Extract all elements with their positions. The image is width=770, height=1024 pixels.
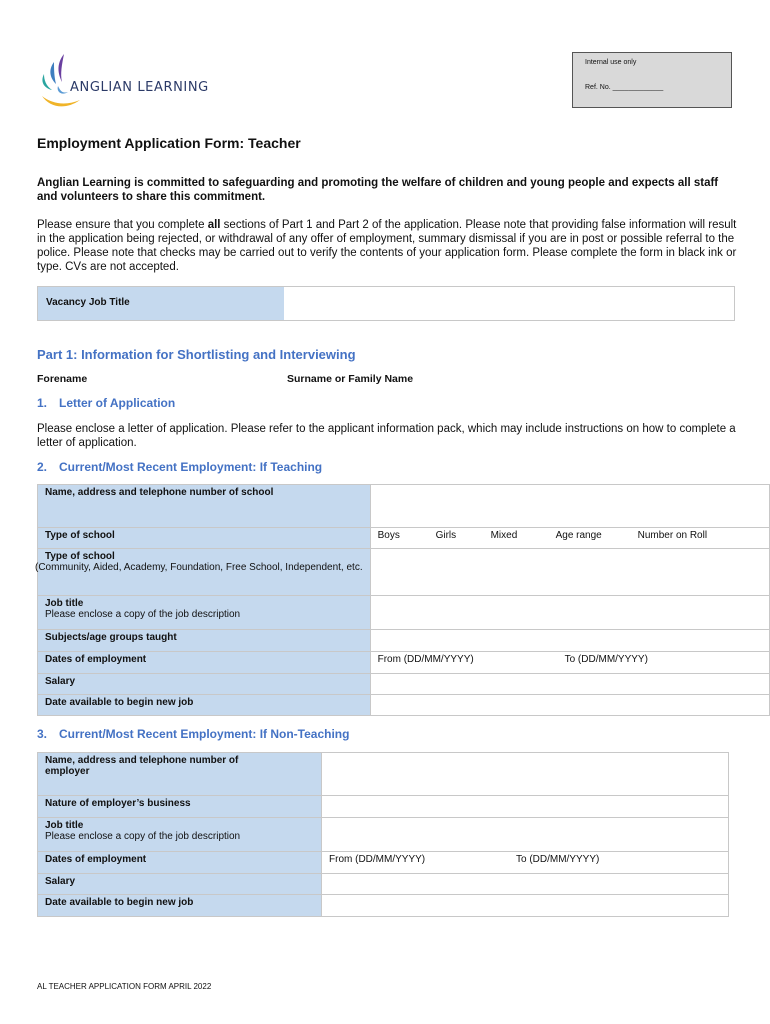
employer-name-address-input[interactable] [322, 753, 729, 796]
date-available-label: Date available to begin new job [38, 695, 371, 716]
type-of-school-detail-label: Type of school (Community, Aided, Academy, Foundation, Free School, Independent, etc. [38, 549, 371, 596]
nt-salary-label: Salary [38, 874, 322, 895]
vacancy-job-title-input[interactable] [284, 287, 734, 320]
page-title: Employment Application Form: Teacher [37, 135, 301, 151]
nt-dates-of-employment-label: Dates of employment [38, 852, 322, 874]
ref-no-field[interactable]: Ref. No. _____________ [585, 84, 664, 91]
table-row [38, 674, 770, 695]
teaching-employment-table [37, 484, 770, 716]
job-title-label: Job title Please enclose a copy of the job description [38, 596, 371, 630]
footer-text: AL TEACHER APPLICATION FORM APRIL 2022 [37, 982, 212, 991]
employer-name-address-label: Name, address and telephone number of employer [38, 753, 322, 796]
school-name-address-input[interactable] [370, 485, 769, 528]
salary-label: Salary [38, 674, 371, 695]
section2-heading: 2. Current/Most Recent Employment: If Teaching [37, 460, 323, 474]
nt-from-date-field[interactable]: From (DD/MM/YYYY) [329, 854, 426, 865]
vacancy-job-title-label: Vacancy Job Title [38, 287, 284, 320]
type-of-school-input[interactable] [370, 549, 769, 596]
vacancy-job-title-row [37, 286, 735, 321]
non-teaching-employment-table [37, 752, 729, 917]
number-on-roll-field[interactable]: Number on Roll [637, 530, 708, 541]
option-boys[interactable]: Boys [377, 530, 400, 541]
intro-paragraph: Please ensure that you complete all sections of Part 1 and Part 2 of the application. Please note that providing false information will result in the application being rejected, or withdrawal of any offer of employment, summary dismissal if you are in post or possible referral to the police. Please note that checks may be carried out to verify the contents of your application form. Please complete the form in black ink or type. CVs are not accepted. [37, 219, 737, 273]
salary-input[interactable] [370, 674, 769, 695]
dates-of-employment-label: Dates of employment [38, 652, 371, 674]
table-row [38, 528, 770, 549]
table-row [38, 652, 770, 674]
forename-label: Forename [37, 373, 88, 385]
from-date-field[interactable]: From (DD/MM/YYYY) [377, 654, 474, 665]
section3-heading: 3. Current/Most Recent Employment: If Non-Teaching [37, 727, 350, 741]
section1-heading: 1. Letter of Application [37, 396, 176, 410]
table-row [38, 852, 729, 874]
nt-salary-input[interactable] [322, 874, 729, 895]
nt-date-available-input[interactable] [322, 895, 729, 917]
part1-heading: Part 1: Information for Shortlisting and Interviewing [37, 347, 356, 362]
table-row [38, 596, 770, 630]
to-date-field[interactable]: To (DD/MM/YYYY) [564, 654, 648, 665]
subjects-input[interactable] [370, 630, 769, 652]
subjects-label: Subjects/age groups taught [38, 630, 371, 652]
age-range-field[interactable]: Age range [555, 530, 602, 541]
nature-of-business-input[interactable] [322, 796, 729, 818]
table-row [38, 753, 729, 796]
table-row [38, 485, 770, 528]
school-name-address-label: Name, address and telephone number of school [38, 485, 371, 528]
table-row [38, 695, 770, 716]
school-type-options [378, 530, 762, 541]
internal-use-box [572, 52, 732, 108]
nt-to-date-field[interactable]: To (DD/MM/YYYY) [516, 854, 600, 865]
date-available-input[interactable] [370, 695, 769, 716]
logo-text: ANGLIAN LEARNING [70, 80, 209, 95]
internal-use-label: Internal use only [585, 59, 637, 66]
nt-job-title-label: Job title Please enclose a copy of the job description [38, 818, 322, 852]
section1-text: Please enclose a letter of application. Please refer to the applicant information pack, which may include instructions on how to complete a letter of application. [37, 423, 736, 449]
option-girls[interactable]: Girls [435, 530, 457, 541]
nt-date-available-label: Date available to begin new job [38, 895, 322, 917]
nt-job-title-input[interactable] [322, 818, 729, 852]
table-row [38, 895, 729, 917]
type-of-school-label: Type of school [38, 528, 371, 549]
table-row [38, 796, 729, 818]
table-row [38, 549, 770, 596]
commitment-statement: Anglian Learning is committed to safeguarding and promoting the welfare of children and young people and expects all staff and volunteers to share this commitment. [37, 177, 719, 203]
surname-label: Surname or Family Name [287, 373, 414, 385]
nature-of-business-label: Nature of employer’s business [38, 796, 322, 818]
option-mixed[interactable]: Mixed [490, 530, 518, 541]
job-title-input[interactable] [370, 596, 769, 630]
table-row [38, 630, 770, 652]
table-row [38, 818, 729, 852]
table-row [38, 874, 729, 895]
